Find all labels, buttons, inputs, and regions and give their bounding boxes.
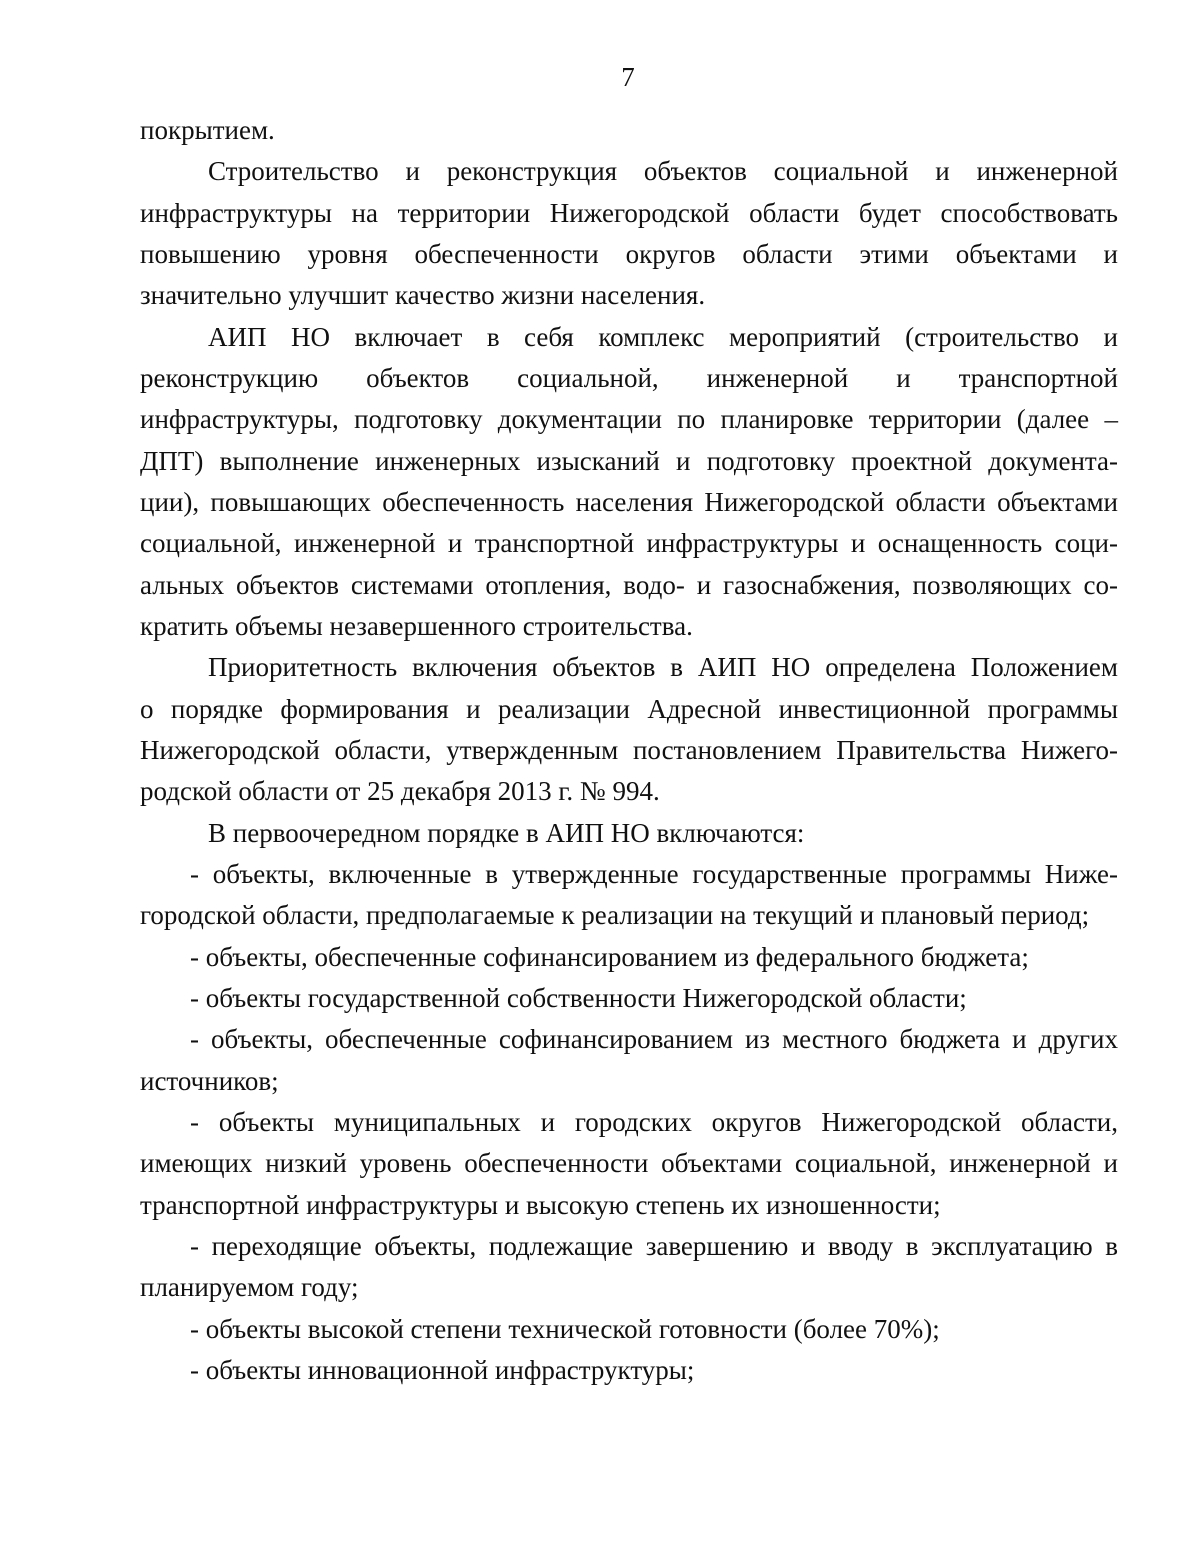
text-line: реконструкцию объектов социальной, инженерной и транспортной — [140, 363, 1118, 393]
text-line: транспортной инфраструктуры и высокую степень их изношенности; — [140, 1190, 941, 1220]
text-line: Нижегородской области, утвержденным постановлением Правительства Нижего- — [140, 735, 1118, 765]
text-line: Строительство и реконструкция объектов социальной и инженерной — [208, 156, 1118, 186]
list-item-line: - объекты, включенные в утвержденные государственные программы Ниже- — [190, 859, 1118, 889]
text-line: повышению уровня обеспеченности округов области этими объектами и — [140, 239, 1118, 269]
text-line: АИП НО включает в себя комплекс мероприятий (строительство и — [208, 322, 1118, 352]
text-line: Приоритетность включения объектов в АИП НО определена Положением — [208, 652, 1118, 682]
list-item-line: - объекты инновационной инфраструктуры; — [190, 1355, 695, 1385]
text-line: городской области, предполагаемые к реализации на текущий и плановый период; — [140, 900, 1090, 930]
list-item-line: - объекты государственной собственности Нижегородской области; — [190, 983, 967, 1013]
text-line: инфраструктуры на территории Нижегородской области будет способствовать — [140, 198, 1118, 228]
text-line: о порядке формирования и реализации Адресной инвестиционной программы — [140, 694, 1118, 724]
text-line: ции), повышающих обеспеченность населения Нижегородской области объектами — [140, 487, 1118, 517]
text-line: инфраструктуры, подготовку документации по планировке территории (далее – — [140, 404, 1118, 434]
list-item-line: - объекты муниципальных и городских округов Нижегородской области, — [190, 1107, 1118, 1137]
text-line: родской области от 25 декабря 2013 г. № 994. — [140, 776, 660, 806]
list-item-line: - переходящие объекты, подлежащие завершению и вводу в эксплуатацию в — [190, 1231, 1118, 1261]
text-line: ДПТ) выполнение инженерных изысканий и подготовку проектной документа- — [140, 446, 1118, 476]
text-line: планируемом году; — [140, 1272, 359, 1302]
list-item-line: - объекты высокой степени технической готовности (более 70%); — [190, 1314, 940, 1344]
page-number: 7 — [621, 62, 635, 92]
text-line: имеющих низкий уровень обеспеченности объектами социальной, инженерной и — [140, 1148, 1118, 1178]
list-item-line: - объекты, обеспеченные софинансированием из местного бюджета и других — [190, 1024, 1118, 1054]
list-item-line: - объекты, обеспеченные софинансированием из федерального бюджета; — [190, 942, 1029, 972]
text-line: значительно улучшит качество жизни населения. — [140, 280, 706, 310]
text-line: социальной, инженерной и транспортной инфраструктуры и оснащенность соци- — [140, 528, 1118, 558]
text-line: покрытием. — [140, 115, 275, 145]
text-line: В первоочередном порядке в АИП НО включаются: — [208, 818, 805, 848]
text-line: кратить объемы незавершенного строительства. — [140, 611, 693, 641]
text-line: альных объектов системами отопления, водо- и газоснабжения, позволяющих со- — [140, 570, 1118, 600]
text-line: источников; — [140, 1066, 279, 1096]
